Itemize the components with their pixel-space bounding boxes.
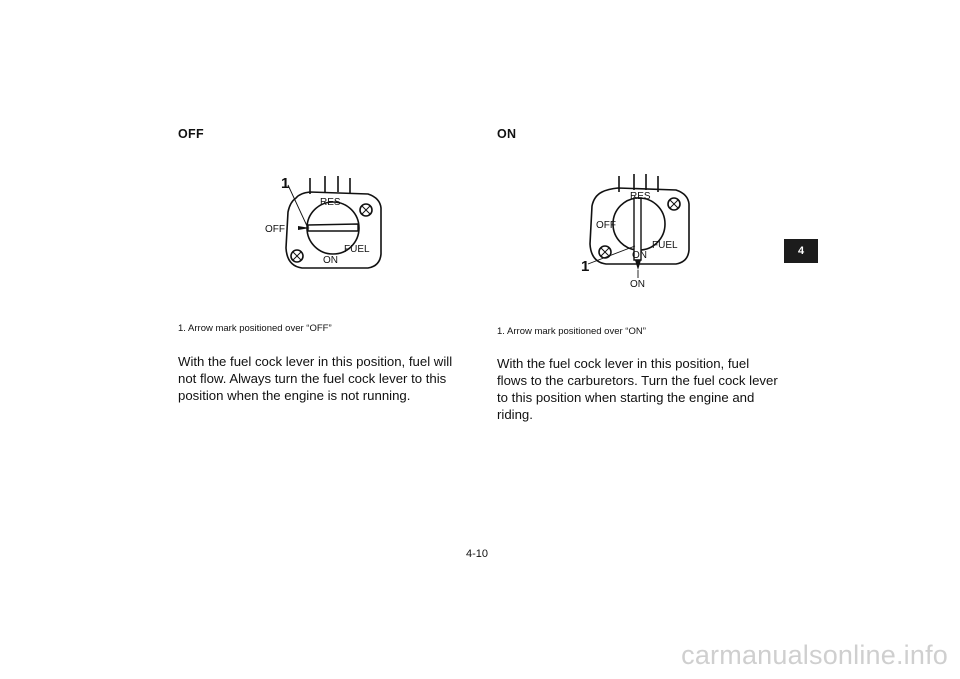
callout-leader-line: [588, 246, 635, 264]
label-fuel: FUEL: [652, 240, 678, 251]
figure-caption-off: 1. Arrow mark positioned over “OFF”: [178, 323, 332, 334]
paragraph-off: With the fuel cock lever in this position, fuel will not flow. Always turn the fuel cock lever to this position when the engine is not running.: [178, 354, 453, 403]
fuel-cock-off-diagram: [250, 168, 390, 278]
section-heading-off: OFF: [178, 127, 204, 141]
watermark: carmanualsonline.info: [681, 640, 948, 670]
paragraph-on: With the fuel cock lever in this position, fuel flows to the carburetors. Turn the fuel cock lever to this position when starting the engine and riding.: [497, 356, 778, 422]
fuel-cock-on-diagram: [572, 168, 712, 293]
label-off: OFF: [265, 224, 285, 235]
label-fuel: FUEL: [344, 244, 370, 255]
label-on-outer: ON: [630, 279, 645, 290]
callout-number: 1: [281, 175, 290, 192]
figure-caption-on: 1. Arrow mark positioned over “ON”: [497, 326, 646, 337]
label-res: RES: [630, 191, 651, 202]
chapter-tab: 4: [784, 239, 818, 263]
label-on-inner: ON: [632, 250, 647, 261]
arrow-mark-icon: [635, 260, 641, 270]
section-heading-on: ON: [497, 127, 517, 141]
fuel-cock-lever: [308, 224, 358, 231]
label-off: OFF: [596, 220, 616, 231]
label-on: ON: [323, 255, 338, 266]
callout-number: 1: [581, 258, 590, 275]
label-res: RES: [320, 197, 341, 208]
page-number: 4-10: [466, 548, 489, 560]
